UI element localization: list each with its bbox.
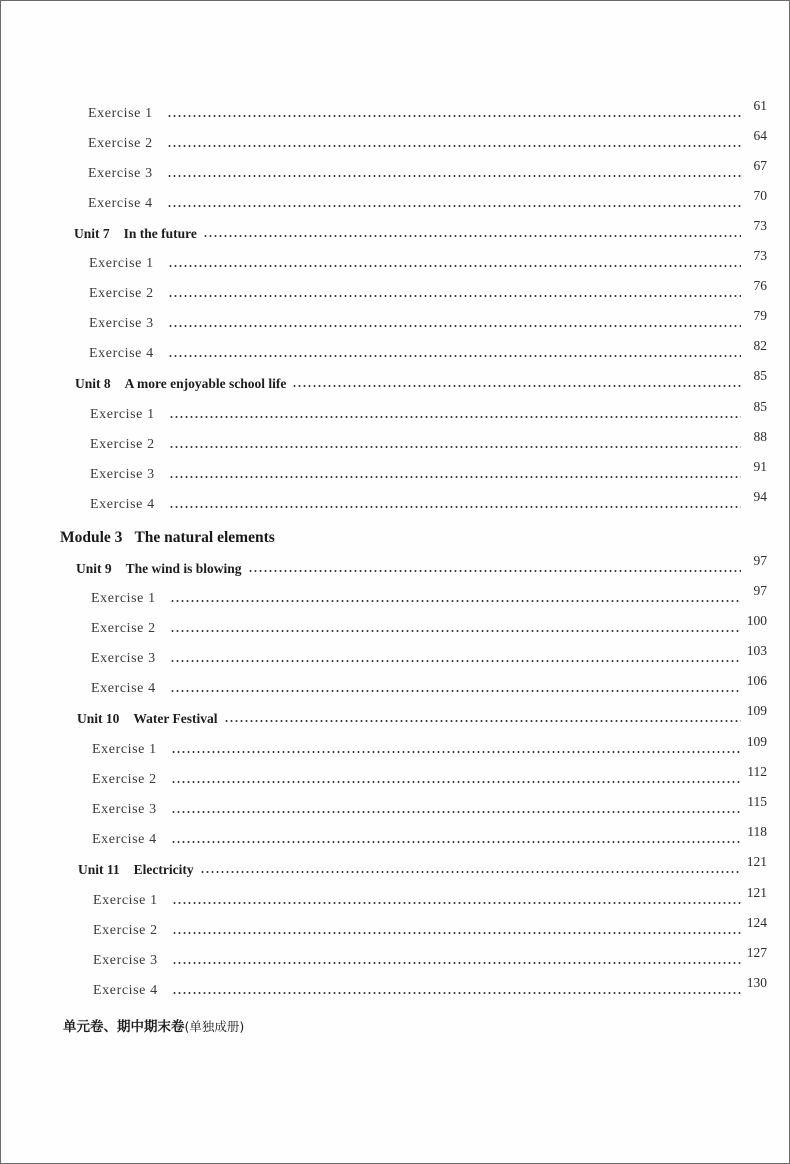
unit-title: Electricity [133,862,194,877]
unit-heading [75,375,286,393]
dot-leader [167,205,741,207]
dot-leader [203,235,741,237]
page-number: 109 [746,734,767,749]
unit-title: A more enjoyable school life [124,376,287,391]
unit-heading [74,225,197,243]
dot-leader [170,690,741,692]
dot-leader [168,295,741,297]
dot-leader [224,720,741,722]
exercise-label: Exercise 3 [88,166,153,181]
unit-title: Water Festival [133,711,218,726]
toc-row[interactable] [92,794,767,819]
exercise-label: Exercise 4 [92,832,157,847]
page-number: 73 [753,248,767,263]
dot-leader [292,385,741,387]
unit-number: Unit 11 [78,862,120,877]
dot-leader [170,630,741,632]
dot-leader [168,355,741,357]
dot-leader [172,902,741,904]
page-number: 121 [746,885,767,900]
toc-row[interactable] [93,885,767,910]
page-number: 85 [753,399,767,414]
page-number: 79 [753,308,767,323]
unit-title: The wind is blowing [125,561,242,576]
dot-leader [170,660,741,662]
exercise-label: Exercise 2 [88,136,153,151]
exercise-label: Exercise 4 [93,983,158,998]
toc-row[interactable] [92,734,767,759]
toc-unit-row[interactable] [75,368,767,393]
toc-row[interactable] [91,673,767,698]
toc-unit-row[interactable] [78,854,767,879]
dot-leader [172,992,741,994]
toc-row[interactable] [91,583,767,608]
module-heading[interactable] [60,529,275,547]
module-title: The natural elements [134,529,275,546]
toc-row[interactable] [88,128,767,153]
toc-row[interactable] [90,459,767,484]
page-number: 67 [753,158,767,173]
exercise-label: Exercise 1 [91,591,156,606]
dot-leader [168,325,741,327]
dot-leader [171,811,741,813]
toc-row[interactable] [88,158,767,183]
toc-row[interactable] [90,429,767,454]
supplement-note[interactable] [63,1015,244,1035]
page-number: 112 [747,764,767,779]
page-number: 61 [753,98,767,113]
exercise-label: Exercise 3 [92,802,157,817]
unit-heading [76,560,242,578]
exercise-label: Exercise 4 [88,196,153,211]
toc-row[interactable] [91,643,767,668]
page-number: 82 [753,338,767,353]
unit-title: In the future [123,226,197,241]
toc-row[interactable] [89,248,767,273]
toc-row[interactable] [90,489,767,514]
exercise-label: Exercise 3 [91,651,156,666]
exercise-label: Exercise 1 [92,742,157,757]
page-number: 94 [753,489,767,504]
toc-row[interactable] [93,945,767,970]
toc-unit-row[interactable] [77,703,767,728]
exercise-label: Exercise 2 [92,772,157,787]
page-number: 91 [753,459,767,474]
exercise-label: Exercise 2 [93,923,158,938]
dot-leader [169,476,741,478]
exercise-label: Exercise 1 [93,893,158,908]
dot-leader [167,115,741,117]
dot-leader [200,871,741,873]
exercise-label: Exercise 1 [88,106,153,121]
exercise-label: Exercise 4 [91,681,156,696]
unit-number: Unit 7 [74,226,110,241]
dot-leader [171,781,741,783]
page-number: 76 [753,278,767,293]
page-number: 121 [746,854,767,869]
page-number: 118 [747,824,767,839]
unit-number: Unit 9 [76,561,112,576]
toc-row[interactable] [93,975,767,1000]
exercise-label: Exercise 4 [89,346,154,361]
page-number: 109 [746,703,767,718]
dot-leader [248,570,741,572]
exercise-label: Exercise 2 [89,286,154,301]
dot-leader [167,175,741,177]
supplement-remark: (单独成册) [184,1019,245,1034]
page-number: 97 [753,553,767,568]
dot-leader [169,506,741,508]
page-number: 85 [753,368,767,383]
toc-row[interactable] [90,399,767,424]
exercise-label: Exercise 1 [89,256,154,271]
page-number: 64 [753,128,767,143]
exercise-label: Exercise 3 [93,953,158,968]
toc-row[interactable] [93,915,767,940]
dot-leader [169,416,741,418]
toc-row[interactable] [92,824,767,849]
supplement-title: 单元卷、期中期末卷 [63,1019,185,1035]
page-number: 127 [746,945,767,960]
toc-row[interactable] [89,278,767,303]
toc-row[interactable] [91,613,767,638]
exercise-label: Exercise 3 [89,316,154,331]
page-number: 88 [753,429,767,444]
toc-row[interactable] [88,98,767,123]
unit-heading [77,710,218,728]
dot-leader [167,145,741,147]
dot-leader [172,962,741,964]
page-number: 103 [746,643,767,658]
dot-leader [168,265,741,267]
page-number: 97 [753,583,767,598]
dot-leader [169,446,741,448]
toc-row[interactable] [89,308,767,333]
exercise-label: Exercise 1 [90,407,155,422]
unit-number: Unit 10 [77,711,120,726]
page-number: 73 [753,218,767,233]
toc-row[interactable] [92,764,767,789]
dot-leader [170,600,741,602]
unit-number: Unit 8 [75,376,111,391]
toc-row[interactable] [88,188,767,213]
toc-unit-row[interactable] [76,553,767,578]
toc-row[interactable] [89,338,767,363]
page-number: 130 [746,975,767,990]
exercise-label: Exercise 3 [90,467,155,482]
dot-leader [172,932,741,934]
exercise-label: Exercise 2 [91,621,156,636]
module-number: Module 3 [60,529,123,546]
toc-unit-row[interactable] [74,218,767,243]
page-number: 106 [746,673,767,688]
page-number: 70 [753,188,767,203]
unit-heading [78,861,194,879]
page-number: 124 [746,915,767,930]
page-number: 115 [747,794,767,809]
dot-leader [171,751,741,753]
exercise-label: Exercise 4 [90,497,155,512]
dot-leader [171,841,741,843]
page-number: 100 [746,613,767,628]
exercise-label: Exercise 2 [90,437,155,452]
